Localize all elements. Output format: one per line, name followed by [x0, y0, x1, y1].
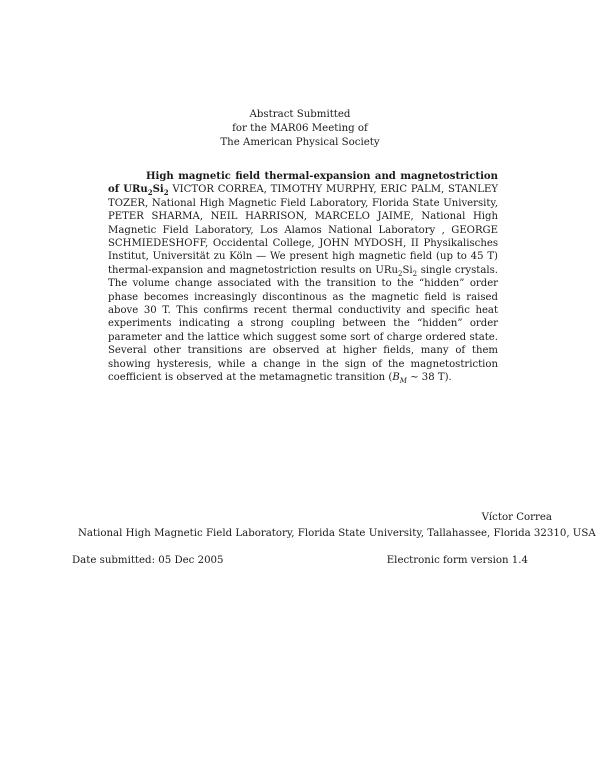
- abstract-authors: VICTOR CORREA, TIMOTHY MURPHY, ERIC PALM, STANLEY TOZER, National High Magnetic Field Laboratory, Florida State University, PETER SHARMA, NEIL HARRISON, MARCELO JAIME, National High Magnetic Field Laboratory, Los Alamos National Laboratory , GEORGE SCHMIEDESHOFF, Occidental College, JOHN MYDOSH, II Physikalisches Institut, Universität zu Köln: [108, 184, 498, 263]
- abstract-text: — We present high magnetic field (up to 45 T) thermal-expansion and magnetostriction results on $URu_2Si_2$ single crystals. The volume change associated with the transition to the “hidden” order phase becomes increasingly discontinous as the magnetic field is raised above 30 T. This confirms recent thermal conductivity and specific heat experiments indicating a strong coupling between the “hidden” order parameter and the lattice which suggest some sort of charge ordered state. Several other transitions are observed at higher fields, many of them showing hysteresis, while a change in the sign of the magnetostriction coefficient is observed at the metamagnetic transition ($B_M$ ∼ 38 T).: [108, 251, 498, 386]
- header-line-2: for the MAR06 Meeting of: [232, 122, 368, 134]
- submitter-institution: National High Magnetic Field Laboratory, Florida State University, Tallahassee, Florida 32310, USA: [78, 528, 596, 539]
- form-version: Electronic form version 1.4: [386, 555, 528, 566]
- submission-header: [0, 108, 600, 149]
- abstract-title: High magnetic field thermal-expansion and magnetostriction of $URu_2Si_2$: [108, 171, 498, 198]
- abstract-body: [108, 170, 498, 385]
- header-line-3: The American Physical Society: [220, 136, 380, 148]
- date-submitted: Date submitted: 05 Dec 2005: [72, 555, 224, 566]
- submitter-name: Víctor Correa: [481, 512, 552, 523]
- header-line-1: Abstract Submitted: [249, 109, 351, 120]
